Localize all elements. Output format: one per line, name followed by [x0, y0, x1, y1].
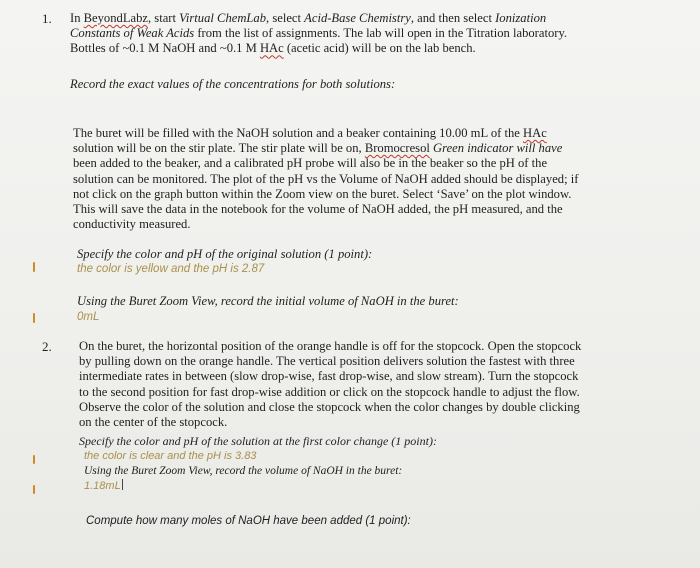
intro-line-3: Bottles of ~0.1 M NaOH and ~0.1 M HAc (acetic acid) will be on the lab bench.: [70, 41, 476, 56]
item-1-number: 1.: [42, 11, 52, 26]
record-concentrations-instruction: Record the exact values of the concentrations for both solutions:: [70, 77, 396, 91]
answer-volume-field[interactable]: 1.18mL: [84, 480, 121, 492]
margin-mark: [33, 455, 35, 464]
margin-mark: [33, 262, 35, 272]
intro-line-2: Constants of Weak Acids from the list of assignments. The lab will open in the Titration laboratory.: [70, 26, 568, 41]
question-moles-added: Compute how many moles of NaOH have been added (1 point):: [86, 515, 411, 527]
answer-first-color-change[interactable]: the color is clear and the pH is 3.83: [84, 450, 257, 462]
question-initial-volume: Using the Buret Zoom View, record the initial volume of NaOH in the buret:: [77, 294, 459, 308]
question-volume: Using the Buret Zoom View, record the volume of NaOH in the buret:: [84, 465, 403, 477]
intro-line-1: In BeyondLabz, start Virtual ChemLab, select Acid-Base Chemistry, and then select Ionization: [70, 11, 547, 25]
question-original-color-ph: Specify the color and pH of the original solution (1 point):: [77, 247, 373, 261]
beyondlabz-word: BeyondLabz: [83, 11, 148, 25]
hac-word: HAc: [259, 41, 284, 56]
buret-setup-paragraph: The buret will be filled with the NaOH solution and a beaker containing 10.00 mL of the HAc solution will be on the stir plate. The stir plate will be on, Bromocresol Green indicator will have been added to the beaker, and a calibrated pH probe will also be in the beaker so the pH of the solution can be monitored. The plot of the pH vs the Volume of NaOH added should be displayed; if not click on the graph button within the Zoom view on the buret. Select ‘Save’ on the plot window. This will save the data in the notebook for the volume of NaOH added, the pH measured, and the conductivity measured.: [73, 126, 579, 232]
text-cursor: [122, 479, 123, 490]
answer-original-color-ph[interactable]: the color is yellow and the pH is 2.87: [77, 263, 265, 275]
bromocresol-word: Bromocresol: [364, 141, 430, 156]
item-1-intro: [70, 11, 567, 57]
item-2-number: 2.: [42, 339, 52, 354]
question-first-color-change: Specify the color and pH of the solution at the first color change (1 point):: [79, 434, 437, 448]
item-2-instructions: On the buret, the horizontal position of the orange handle is off for the stopcock. Open the stopcock by pulling down on the orange handle. The vertical position delivers solution the fastest with three intermediate rates in between (slow drop-wise, fast drop-wise, and slow stream). Turn the stopcock to the second position for fast drop-wise addition or click on the stopcock handle to adjust the flow. Observe the color of the solution and close the stopcock when the color changes by double clicking on the center of the stopcock.: [79, 339, 582, 430]
margin-mark: [33, 485, 35, 494]
answer-initial-volume[interactable]: 0mL: [77, 311, 100, 323]
margin-mark: [33, 313, 35, 323]
